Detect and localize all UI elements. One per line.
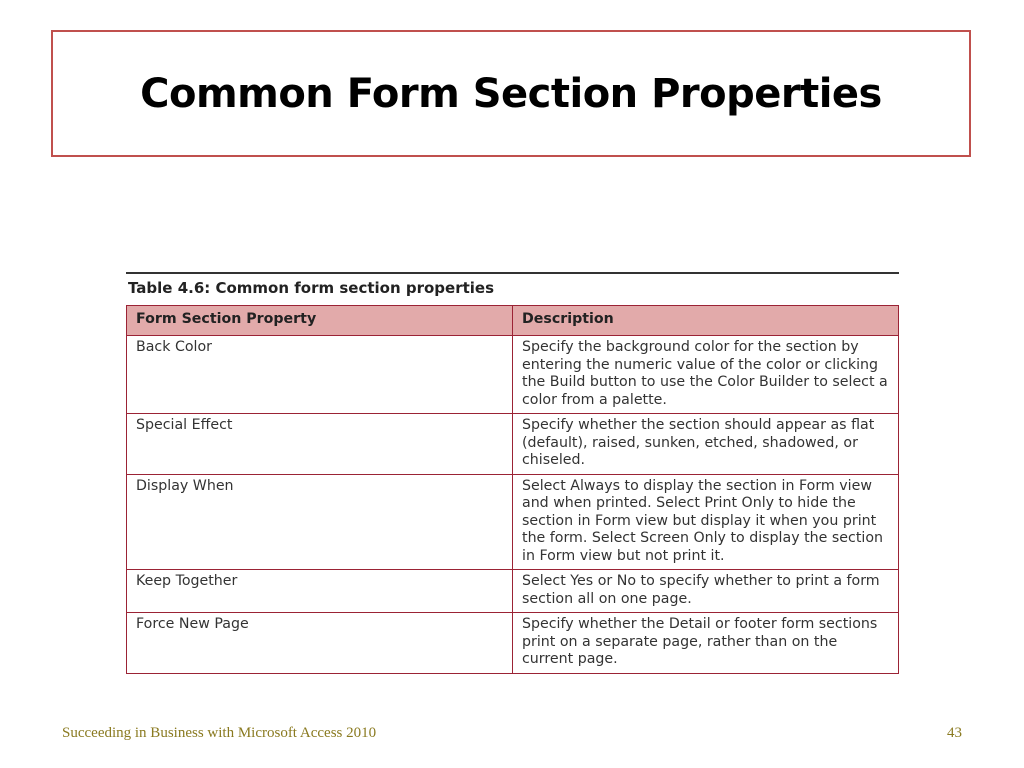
table-header-row — [127, 306, 899, 336]
header-property: Form Section Property — [127, 306, 513, 336]
description-cell: Select Yes or No to specify whether to print a form section all on one page. — [513, 570, 899, 613]
header-description: Description — [513, 306, 899, 336]
property-cell: Display When — [127, 474, 513, 570]
table-row — [127, 474, 899, 570]
description-cell: Specify the background color for the section by entering the numeric value of the color or clicking the Build button to use the Color Builder to select a color from a palette. — [513, 336, 899, 414]
description-cell: Specify whether the Detail or footer form sections print on a separate page, rather than on the current page. — [513, 613, 899, 674]
property-cell: Back Color — [127, 336, 513, 414]
description-cell: Select Always to display the section in Form view and when printed. Select Print Only to hide the section in Form view but display it when you print the form. Select Screen Only to display the section in Form view but not print it. — [513, 474, 899, 570]
property-cell: Special Effect — [127, 414, 513, 475]
table-caption: Table 4.6: Common form section properties — [128, 279, 495, 297]
table-row — [127, 336, 899, 414]
property-cell: Keep Together — [127, 570, 513, 613]
slide-title: Common Form Section Properties — [140, 70, 882, 117]
table-container — [126, 272, 899, 674]
description-cell: Specify whether the section should appear as flat (default), raised, sunken, etched, shadowed, or chiseled. — [513, 414, 899, 475]
table-row — [127, 414, 899, 475]
properties-table — [126, 305, 899, 674]
property-cell: Force New Page — [127, 613, 513, 674]
footer-text: Succeeding in Business with Microsoft Access 2010 — [62, 725, 377, 741]
table-row — [127, 570, 899, 613]
table-row — [127, 613, 899, 674]
page-number: 43 — [947, 725, 962, 741]
title-box — [51, 30, 971, 157]
